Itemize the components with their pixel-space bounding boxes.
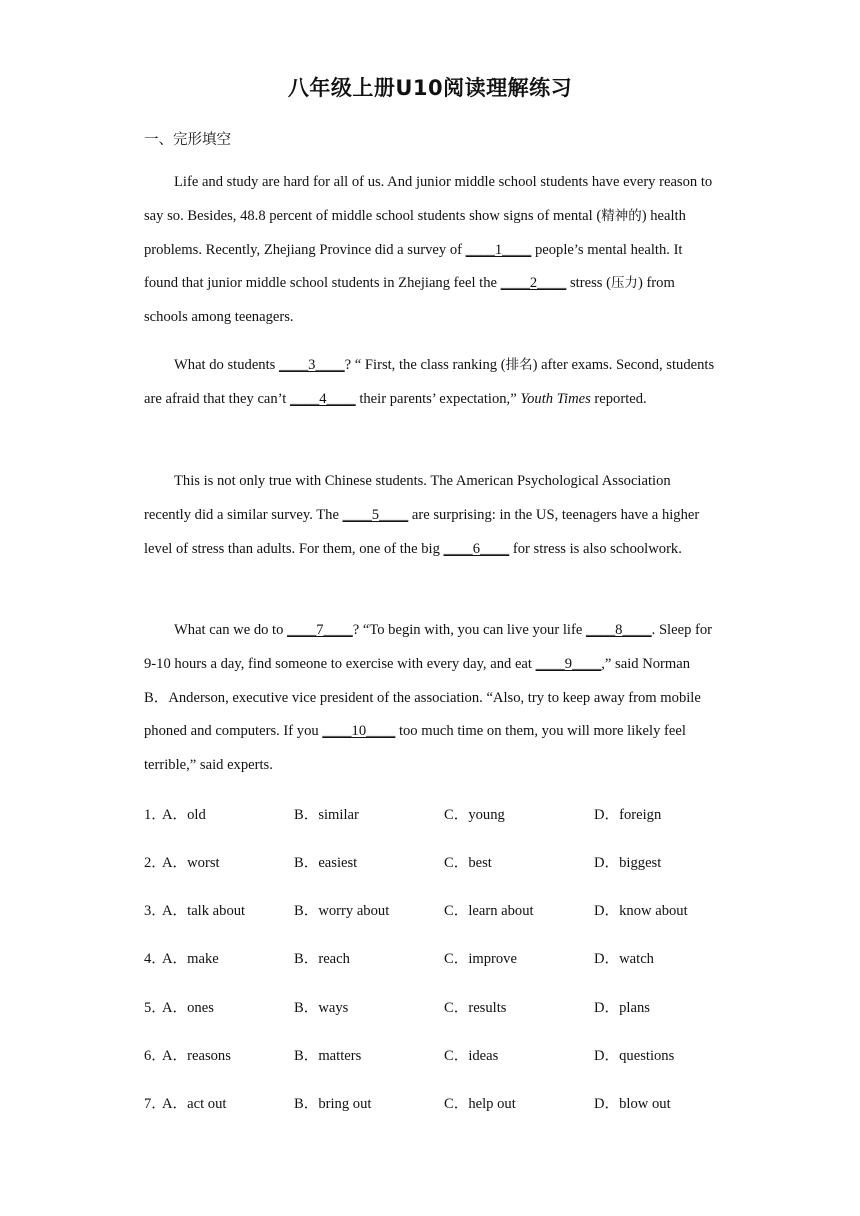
text: are surprising: in the US, teenagers have a higher level of stress than adults. For them, one of the big xyxy=(144,506,700,557)
passage-paragraph-4 xyxy=(144,614,716,783)
cjk-gloss: 精神的 xyxy=(601,207,642,224)
option-b: B．easiest xyxy=(294,855,358,871)
option-d: D．watch xyxy=(594,951,654,967)
cjk-gloss: 排名 xyxy=(505,357,533,373)
text: Life and study are hard for all of us. And junior middle school students have every reason to say so. Besides, 48.8 percent of middle school students show signs of mental ( xyxy=(144,174,713,224)
option-a: A．act out xyxy=(162,1096,227,1112)
blank-1: ____1____ xyxy=(465,241,532,258)
option-b: B．worry about xyxy=(294,903,390,919)
option-a: A．worst xyxy=(162,855,220,871)
question-number: 5． xyxy=(144,1000,166,1016)
blank-6: ____6____ xyxy=(443,540,510,557)
text: . Sleep for 9-10 hours a day, find someone to exercise with every day, and eat xyxy=(144,622,713,672)
text: too much time on them, you will more likely feel terrible,” said experts. xyxy=(144,723,686,774)
text: ? “To begin with, you can live your life xyxy=(352,622,586,638)
option-a: A．old xyxy=(162,807,206,823)
question-number: 4． xyxy=(144,951,166,967)
blank-8: ____8____ xyxy=(585,622,652,638)
passage-paragraph-2 xyxy=(144,349,716,417)
page-title: 八年级上册U10阅读理解练习 xyxy=(287,76,573,100)
option-b: B．ways xyxy=(294,1000,349,1016)
text: people’s mental health. It found that junior middle school students in Zhejiang feel the xyxy=(144,241,683,292)
option-b: B．bring out xyxy=(294,1096,372,1112)
cjk-gloss: 压力 xyxy=(610,275,638,292)
question-number: 7． xyxy=(144,1096,166,1112)
publication-name: Youth Times xyxy=(520,390,591,407)
blank-4: ____4____ xyxy=(290,390,356,407)
option-d: D．biggest xyxy=(594,855,662,871)
text: ? “ First, the class ranking ( xyxy=(344,357,506,373)
option-a: A．reasons xyxy=(162,1048,231,1064)
passage-paragraph-3 xyxy=(144,465,716,566)
option-c: C．improve xyxy=(444,951,517,967)
option-d: D．know about xyxy=(594,903,688,919)
text: ) from schools among teenagers. xyxy=(144,275,675,326)
question-number: 2． xyxy=(144,855,166,871)
section-heading: 一、完形填空 xyxy=(144,132,231,148)
question-number: 3． xyxy=(144,903,166,919)
question-number: 1． xyxy=(144,807,166,823)
option-c: C．help out xyxy=(444,1096,516,1112)
blank-3: ____3____ xyxy=(278,357,345,373)
option-d: D．questions xyxy=(594,1048,675,1064)
blank-7: ____7____ xyxy=(287,622,353,638)
text: ) after exams. Second, students are afraid that they can’t xyxy=(144,357,715,407)
text: ) health problems. Recently, Zhejiang Province did a survey of xyxy=(144,207,686,258)
text: What can we do to xyxy=(174,622,288,638)
blank-9: ____9____ xyxy=(535,655,602,672)
option-d: D．foreign xyxy=(594,807,662,823)
option-c: C．learn about xyxy=(444,903,534,919)
option-a: A．make xyxy=(162,951,219,967)
text: ,” said Norman B．Anderson, executive vice president of the association. “Also, try to keep away from mobile phoned and computers. If you xyxy=(144,655,701,740)
blank-5: ____5____ xyxy=(342,506,409,523)
question-number: 6． xyxy=(144,1048,166,1064)
option-c: C．results xyxy=(444,1000,507,1016)
option-d: D．plans xyxy=(594,1000,650,1016)
option-a: A．ones xyxy=(162,1000,214,1016)
option-b: B．reach xyxy=(294,951,350,967)
option-b: B．matters xyxy=(294,1048,362,1064)
option-c: C．ideas xyxy=(444,1048,499,1064)
option-c: C．young xyxy=(444,807,505,823)
text: their parents’ expectation,” xyxy=(355,390,521,407)
passage-paragraph-1 xyxy=(144,166,716,335)
text: reported. xyxy=(590,390,647,407)
blank-2: ____2____ xyxy=(500,275,567,292)
text: for stress is also schoolwork. xyxy=(509,540,682,557)
option-a: A．talk about xyxy=(162,903,246,919)
option-c: C．best xyxy=(444,855,492,871)
option-b: B．similar xyxy=(294,807,359,823)
text: What do students xyxy=(174,357,279,373)
blank-10: ____10____ xyxy=(322,723,396,740)
option-d: D．blow out xyxy=(594,1096,671,1112)
text: This is not only true with Chinese students. The American Psychological Association recently did a similar survey. The xyxy=(144,473,671,523)
text: stress ( xyxy=(566,275,611,292)
